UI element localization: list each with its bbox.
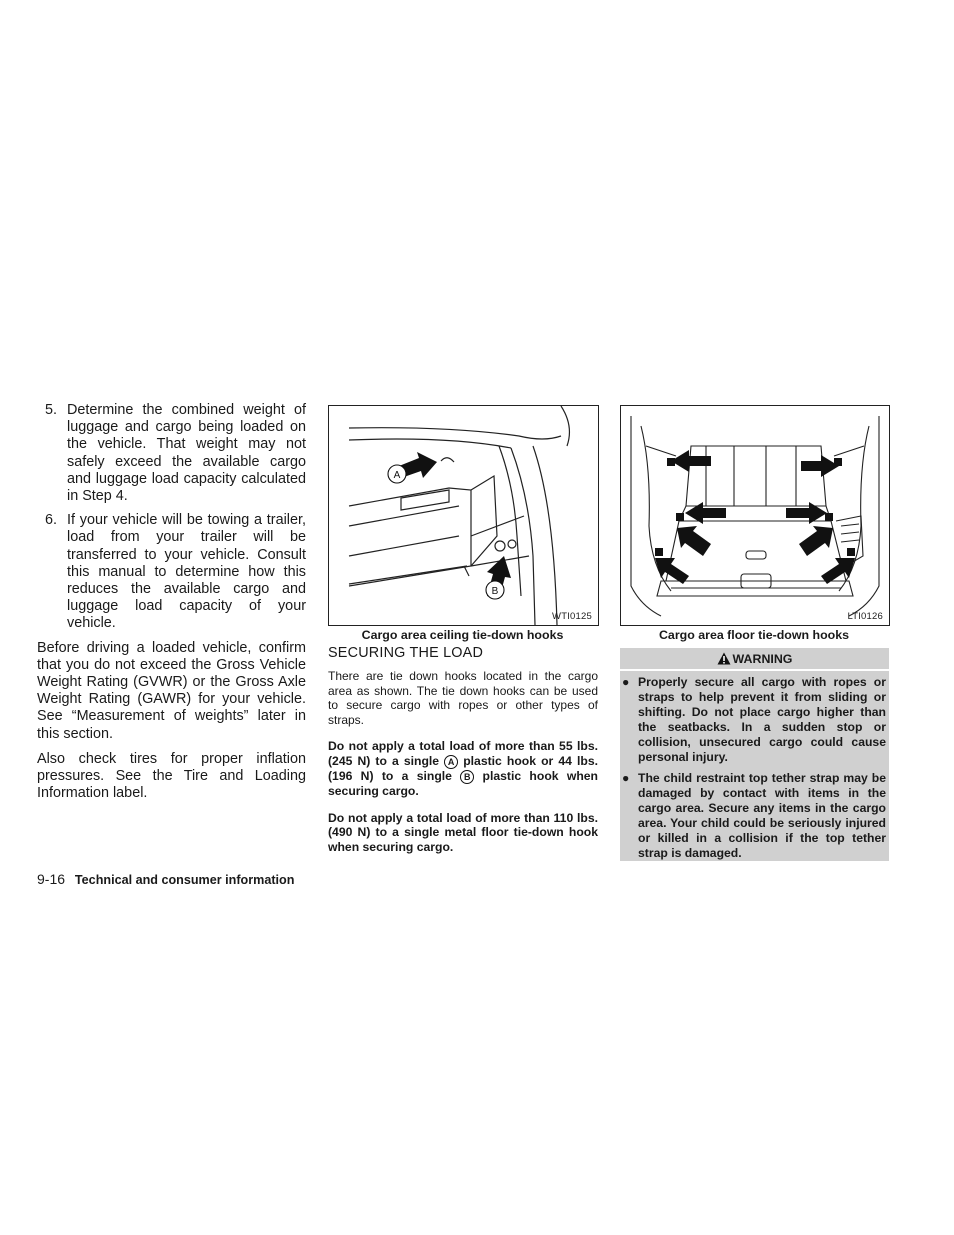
warning-box <box>620 648 889 861</box>
figure-caption: Cargo area ceiling tie-down hooks <box>361 628 564 642</box>
load-text: plastic hook when securing cargo. <box>328 768 598 798</box>
warning-header <box>620 648 889 671</box>
left-column <box>37 402 306 810</box>
load-limit-plastic <box>328 739 598 798</box>
floor-hooks-illustration <box>621 406 889 625</box>
list-item <box>37 512 306 632</box>
bullet-icon: ● <box>622 675 630 689</box>
callout-a: A <box>393 470 401 481</box>
marker-a: A <box>444 755 458 769</box>
figure-floor-hooks <box>620 405 890 626</box>
page-number: 9-16 <box>37 871 66 887</box>
load-text: plastic hook or 44 lbs. (196 N) to a single <box>328 753 598 783</box>
section-title: Technical and consumer information <box>74 873 295 887</box>
load-text: Do not apply a total load of more than 55 lbs. (245 N) to a single <box>328 739 598 768</box>
bullet-icon: ● <box>622 771 630 785</box>
step-number: 6. <box>45 512 58 529</box>
figure-caption: Cargo area floor tie-down hooks <box>658 628 849 642</box>
warning-text: Properly secure all cargo with ropes or straps to help prevent it from sliding or shifting. Do not place cargo higher than the seatbacks. In a sudden stop or collision, unsecured cargo could cause personal injury. <box>638 675 886 764</box>
warning-triangle-icon <box>717 652 731 665</box>
list-item <box>622 771 886 861</box>
steps-list <box>37 402 306 633</box>
section-heading: SECURING THE LOAD <box>328 645 484 661</box>
figure-code: LTI0126 <box>847 611 883 622</box>
callout-b: B <box>491 586 499 597</box>
page-footer <box>37 871 294 887</box>
step-text: Determine the combined weight of luggage and cargo being loaded on the vehicle. That weight may not safely exceed the available cargo and luggage load capacity calculated in Step 4. <box>67 402 306 505</box>
paragraph-tires: Also check tires for proper inflation pressures. See the Tire and Loading Information label. <box>37 750 306 802</box>
list-item <box>622 675 886 765</box>
paragraph-gvwr: Before driving a loaded vehicle, confirm that you do not exceed the Gross Vehicle Weight Rating (GVWR) or the Gross Axle Weight Rating (GAWR) for your vehicle. See “Measurement of weights” later in this section. <box>37 639 306 742</box>
list-item <box>37 402 306 505</box>
warning-title: WARNING <box>732 651 793 666</box>
marker-b: B <box>460 770 474 784</box>
ceiling-hooks-illustration <box>329 406 598 625</box>
intro-paragraph: There are tie down hooks located in the cargo area as shown. The tie down hooks can be used to secure cargo with ropes or other types of straps. <box>328 669 598 727</box>
step-number: 5. <box>45 402 58 418</box>
figure-ceiling-hooks <box>328 405 599 626</box>
figure-code: WTI0125 <box>552 611 592 622</box>
warning-list <box>620 671 889 861</box>
warning-text: The child restraint top tether strap may be damaged by contact with items in the cargo area. Secure any items in the cargo area. Your child could be seriously injured or killed in a collision if the top tether strap is damaged. <box>638 771 886 860</box>
step-text: If your vehicle will be towing a trailer, load from your trailer will be transferred to your vehicle. Consult this manual to determine how this reduces the available cargo and luggage load capacity of your vehicle. <box>67 512 306 632</box>
load-limit-metal: Do not apply a total load of more than 110 lbs. (490 N) to a single metal floor tie-down hook when securing cargo. <box>328 810 598 854</box>
securing-section <box>328 645 598 866</box>
